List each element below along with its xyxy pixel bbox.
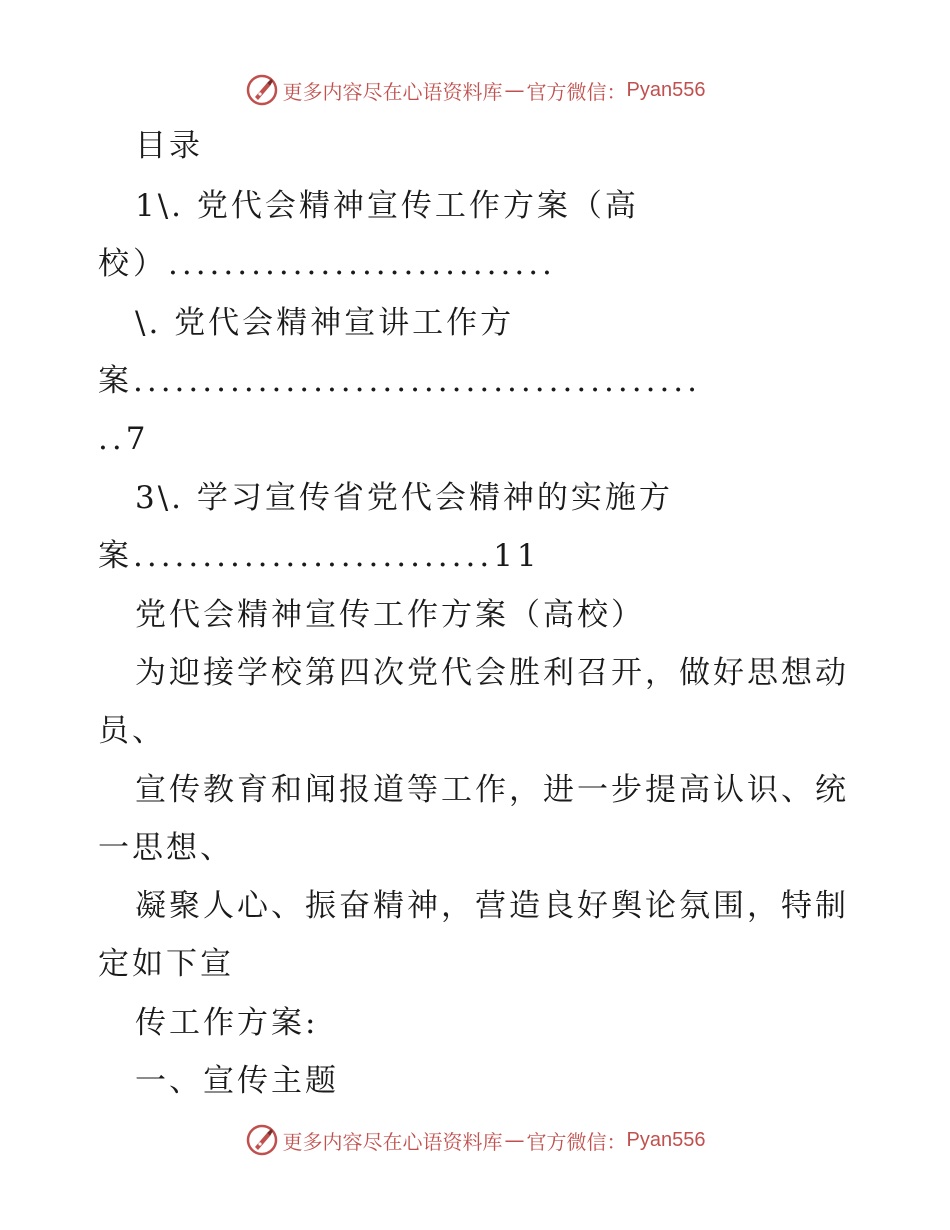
section-1-heading: 一、宣传主题	[135, 1063, 339, 1099]
toc-item-2-line-2: 案.........................................	[98, 363, 702, 399]
banner-separator: —	[504, 78, 525, 102]
toc-heading: 目录	[135, 128, 203, 164]
footer-banner	[0, 1120, 950, 1160]
paragraph-1-line-2: 员、	[98, 713, 166, 749]
header-banner	[0, 70, 950, 110]
section-title: 党代会精神宣传工作方案（高校）	[135, 597, 645, 633]
banner-separator: —	[504, 1128, 525, 1152]
paragraph-3-line-1: 凝聚人心、振奋精神，营造良好舆论氛围，特制	[135, 888, 849, 924]
banner-wechat-label: 官方微信：	[526, 1129, 627, 1154]
banner-text: 更多内容尽在心语资料库	[282, 1129, 503, 1154]
toc-item-3-line-1: 3\. 学习宣传省党代会精神的实施方	[135, 480, 673, 516]
toc-item-2-line-1: \. 党代会精神宣讲工作方	[135, 305, 515, 341]
toc-item-1-line-1: 1\. 党代会精神宣传工作方案（高	[135, 188, 639, 224]
paragraph-2-line-2: 一思想、	[98, 830, 234, 866]
paragraph-3-line-2: 定如下宣	[98, 946, 234, 982]
banner-wechat-label: 官方微信：	[526, 79, 627, 104]
pen-nib-logo-icon	[245, 73, 279, 107]
toc-item-3-line-2: 案..........................11	[98, 538, 541, 574]
toc-item-1-line-2: 校）............................	[98, 246, 556, 282]
toc-item-2-line-3: ..7	[98, 421, 150, 457]
banner-text: 更多内容尽在心语资料库	[282, 79, 503, 104]
paragraph-2-line-1: 宣传教育和闻报道等工作，进一步提高认识、统	[135, 772, 849, 808]
paragraph-4-line-1: 传工作方案:	[135, 1005, 319, 1041]
paragraph-1-line-1: 为迎接学校第四次党代会胜利召开，做好思想动	[135, 655, 849, 691]
banner-handle: Pyan556	[626, 1128, 706, 1151]
pen-nib-logo-icon	[245, 1123, 279, 1157]
banner-handle: Pyan556	[626, 78, 706, 101]
